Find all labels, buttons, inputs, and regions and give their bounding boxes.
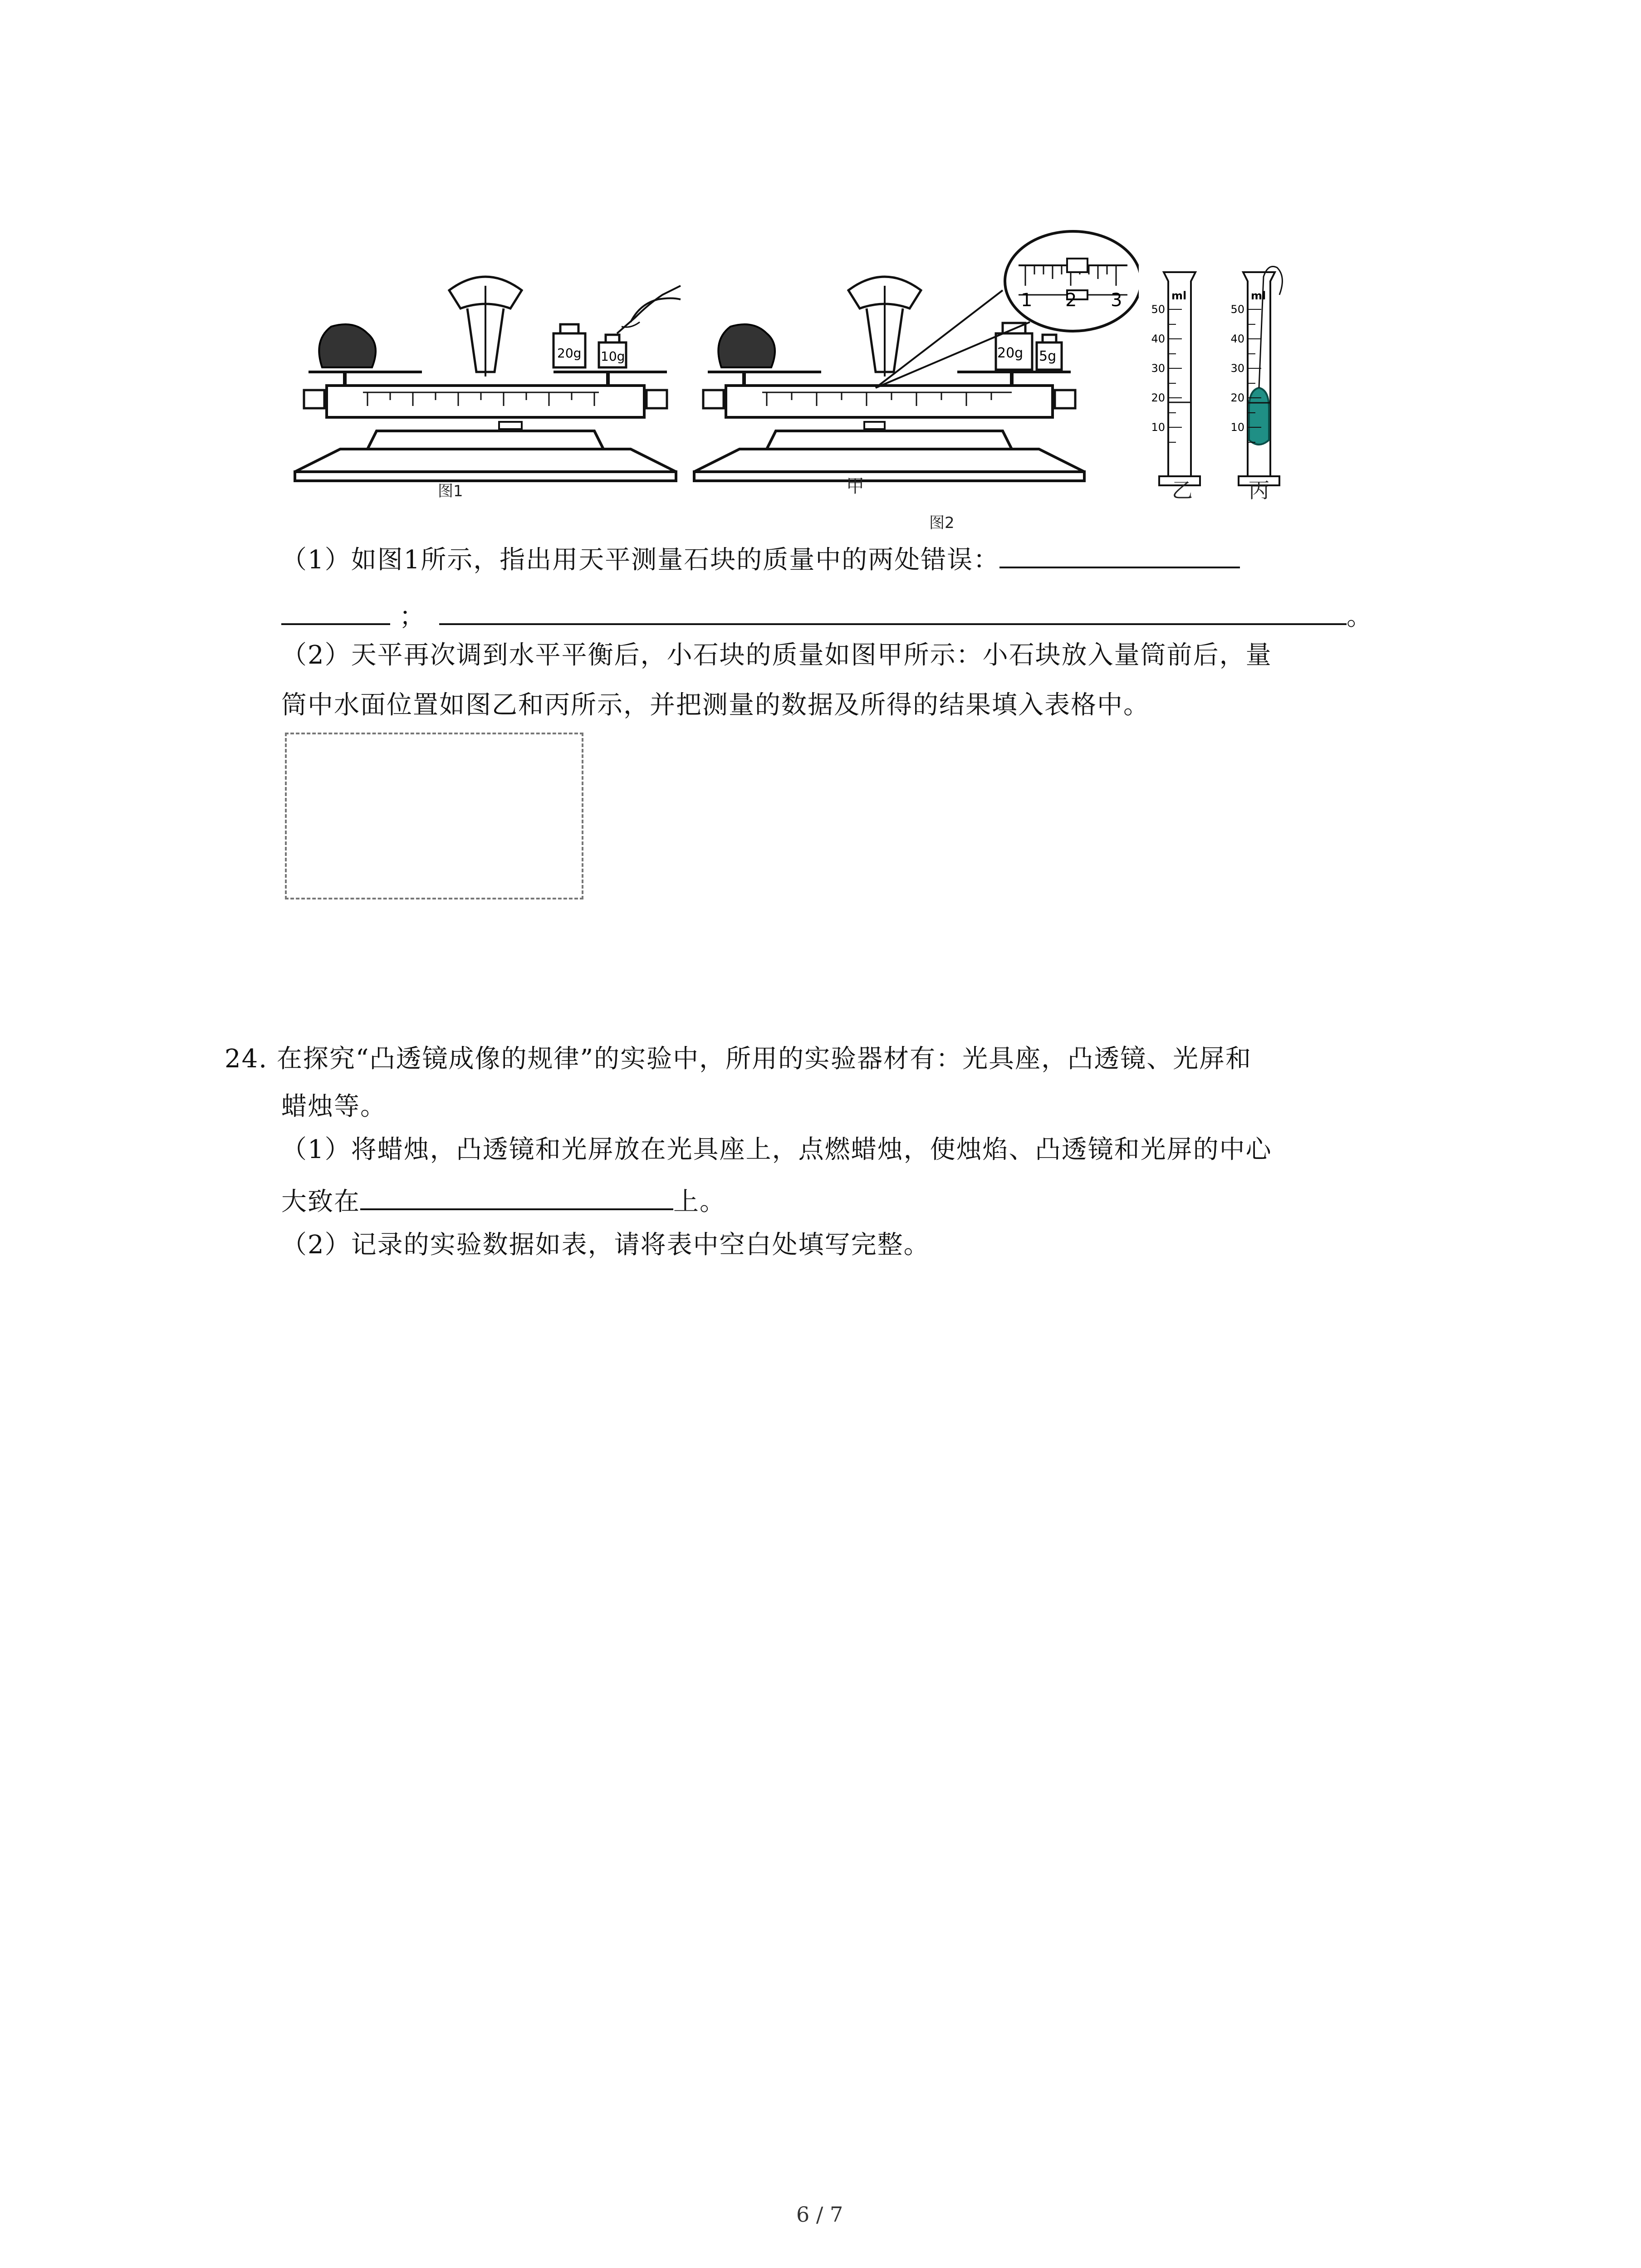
q23-part2-line2: 筒中水面位置如图乙和丙所示，并把测量的数据及所得的结果填入表格中。 (281, 690, 1150, 720)
figure-2-jia-balance (685, 222, 1139, 517)
bing-tick-10: 10 (1230, 421, 1244, 434)
cylinder-bing-label: 丙 (1249, 478, 1269, 503)
q23-part1-line1 (281, 542, 1240, 578)
q24-line2: 蜡烛等。 (281, 1092, 387, 1121)
q23-answer-blank-1a[interactable] (999, 562, 1240, 568)
figure-1-label: 图1 (438, 482, 463, 500)
zoom-tick-3: 3 (1111, 290, 1122, 311)
zoom-tick-2: 2 (1065, 290, 1077, 311)
q24-part2: （2）记录的实验数据如表，请将表中空白处填写完整。 (281, 1230, 930, 1260)
q23-answer-blank-2[interactable] (439, 619, 1347, 625)
q24-part1-line1: （1）将蜡烛，凸透镜和光屏放在光具座上，点燃蜡烛，使烛焰、凸透镜和光屏的中心 (281, 1135, 1272, 1164)
jia-weight-20g: 20g (997, 345, 1024, 361)
q24-line1: 24. 在探究“凸透镜成像的规律”的实验中，所用的实验器材有：光具座，凸透镜、光屏和 (225, 1044, 1252, 1074)
cylinder-yi (1143, 263, 1216, 494)
q23-part2-line1: （2）天平再次调到水平平衡后，小石块的质量如图甲所示：小石块放入量筒前后，量 (281, 640, 1272, 670)
yi-tick-30: 30 (1151, 362, 1165, 375)
fig1-weight-10g: 10g (601, 349, 625, 364)
cylinder-bing (1223, 259, 1300, 494)
yi-tick-10: 10 (1151, 421, 1165, 434)
q23-part1-text: （1）如图1所示，指出用天平测量石块的质量中的两处错误： (281, 545, 1000, 575)
bing-tick-30: 30 (1230, 362, 1244, 375)
jia-weight-5g: 5g (1039, 348, 1057, 364)
yi-tick-40: 40 (1151, 332, 1165, 345)
yi-unit: ml (1171, 289, 1187, 302)
q23-part1-sep: ； (399, 602, 426, 631)
stone-shape (319, 324, 376, 367)
bing-unit: ml (1251, 289, 1266, 302)
yi-tick-20: 20 (1151, 391, 1165, 404)
q24-answer-blank[interactable] (360, 1204, 673, 1210)
q23-part1-end: 。 (1347, 602, 1373, 631)
zoom-tick-1: 1 (1021, 290, 1033, 311)
figure-1-balance (286, 236, 685, 517)
bing-tick-50: 50 (1230, 303, 1244, 316)
q24-part1-suffix: 上。 (673, 1187, 726, 1217)
bing-tick-20: 20 (1230, 391, 1244, 404)
figure-2-label: 图2 (929, 514, 955, 532)
q24-part1-prefix: 大致在 (281, 1187, 360, 1217)
cylinder-yi-label: 乙 (1172, 478, 1193, 503)
q23-part1-line2 (281, 599, 1373, 635)
q24-part1-line2 (281, 1184, 726, 1220)
fig1-weight-20g: 20g (557, 346, 582, 361)
yi-tick-50: 50 (1151, 303, 1165, 316)
figure-jia-label: 甲 (846, 476, 864, 497)
page-number: 6 / 7 (796, 2202, 843, 2227)
bing-tick-40: 40 (1230, 332, 1244, 345)
q23-answer-blank-1b[interactable] (281, 619, 390, 625)
q23-answer-table-box[interactable] (285, 733, 583, 899)
